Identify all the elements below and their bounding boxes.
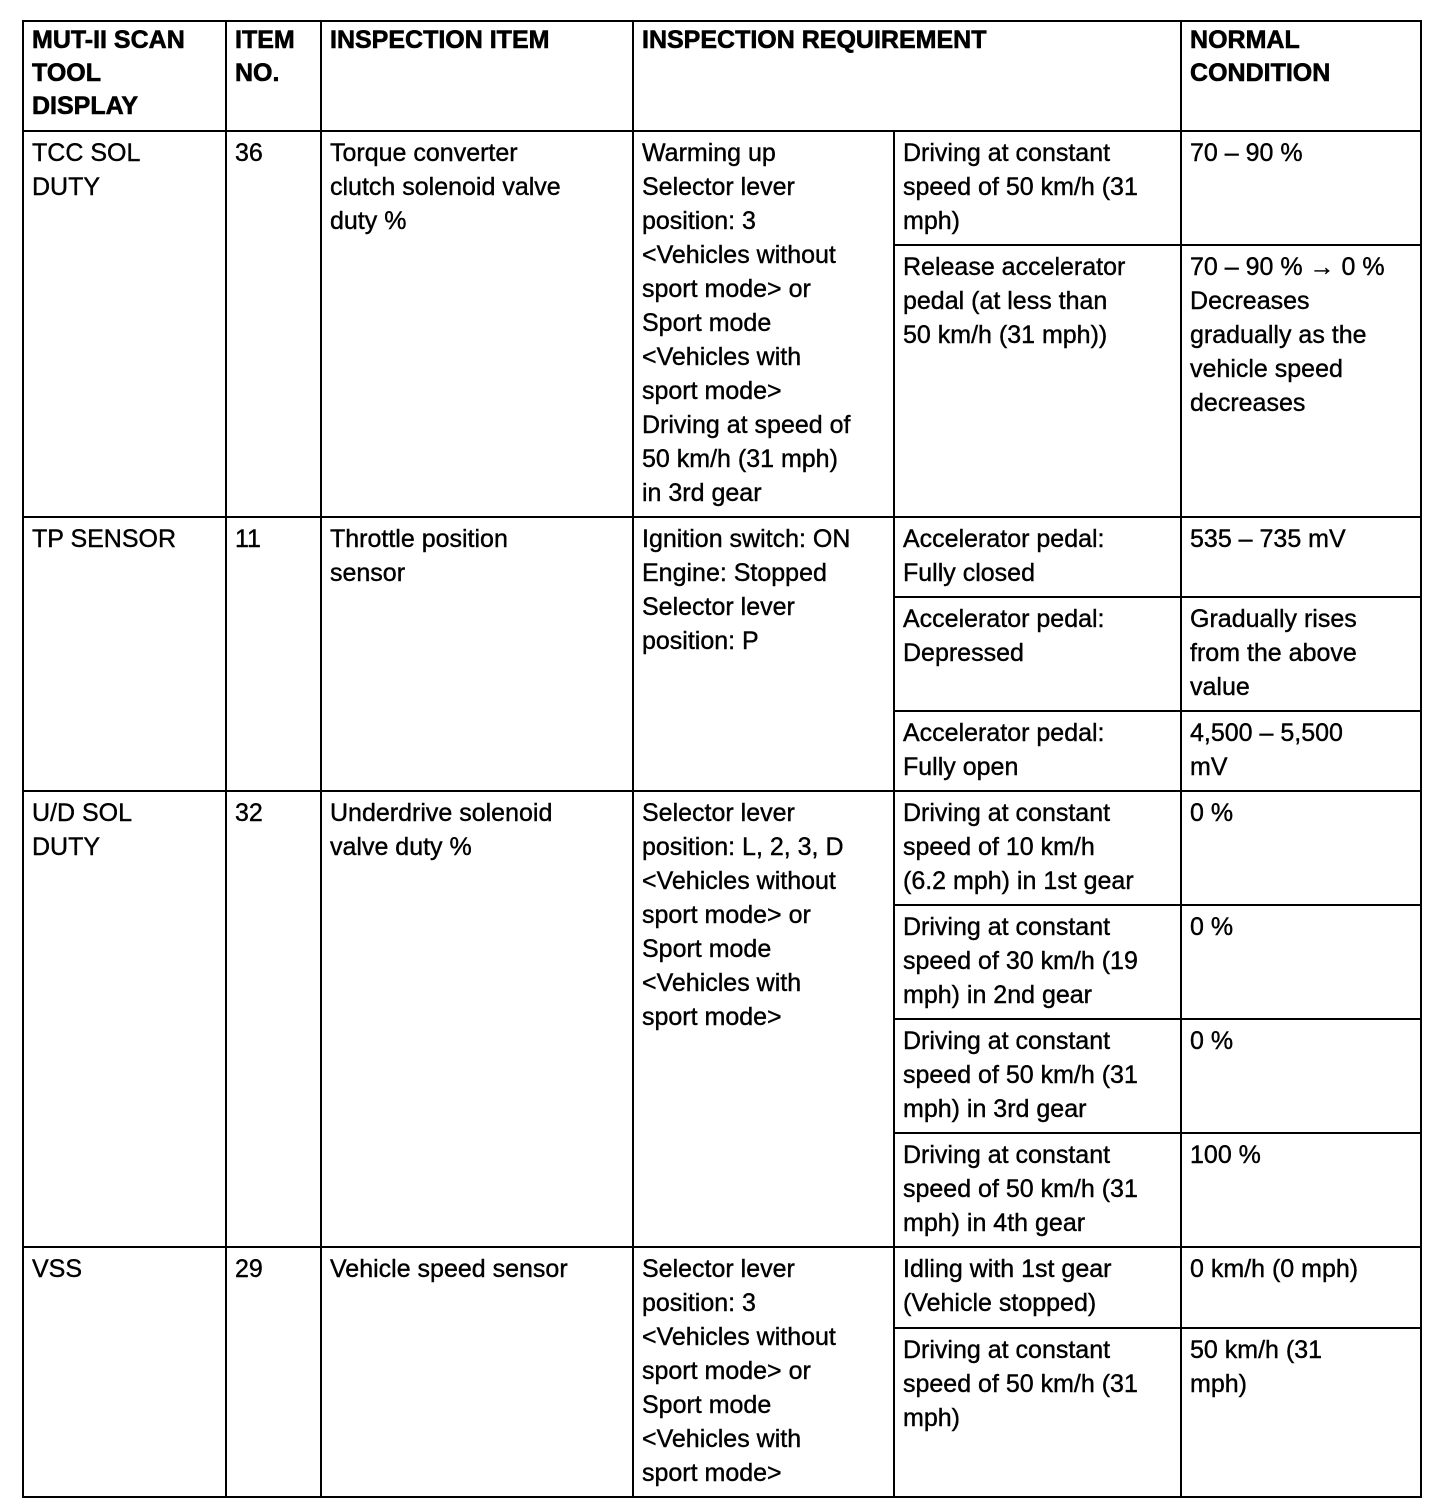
inspection-requirement-cell	[633, 791, 894, 1247]
normal-condition-cell	[1181, 711, 1421, 791]
normal-condition-cell-line: gradually as the	[1190, 321, 1367, 349]
normal-condition-cell	[1181, 597, 1421, 711]
scan-tool-display-cell	[23, 1247, 226, 1497]
table-row	[23, 791, 1421, 905]
requirement-condition-cell-line: speed of 10 km/h	[903, 833, 1095, 861]
inspection-requirement-cell-line: sport mode> or	[642, 1357, 811, 1385]
inspection-item-cell-line: Throttle position	[330, 525, 508, 553]
inspection-requirement-cell-line: sport mode>	[642, 377, 782, 405]
requirement-condition-cell-line: Idling with 1st gear	[903, 1255, 1112, 1283]
normal-condition-cell	[1181, 1328, 1421, 1497]
header-display: MUT-II SCAN TOOL DISPLAY	[23, 21, 226, 131]
inspection-requirement-cell-line: position: 3	[642, 207, 756, 235]
table-row	[23, 131, 1421, 245]
inspection-requirement-cell-line: Driving at speed of	[642, 411, 851, 439]
inspection-item-cell-line: sensor	[330, 559, 406, 587]
inspection-requirement-cell-line: Selector lever	[642, 593, 795, 621]
inspection-requirement-cell-line: Engine: Stopped	[642, 559, 827, 587]
inspection-requirement-cell-line: Sport mode	[642, 1391, 772, 1419]
inspection-item-cell-line: clutch solenoid valve	[330, 173, 561, 201]
normal-condition-cell	[1181, 1019, 1421, 1133]
inspection-requirement-cell-line: <Vehicles with	[642, 1425, 802, 1453]
header-normal-condition: NORMAL CONDITION	[1181, 21, 1421, 131]
normal-condition-cell	[1181, 1247, 1421, 1328]
normal-condition-cell-line: from the above	[1190, 639, 1357, 667]
inspection-requirement-cell-line: Selector lever	[642, 173, 795, 201]
inspection-item-cell-line: valve duty %	[330, 833, 472, 861]
inspection-requirement-cell-line: sport mode>	[642, 1003, 782, 1031]
inspection-requirement-cell-line: <Vehicles without	[642, 1323, 836, 1351]
requirement-condition-cell	[894, 711, 1181, 791]
inspection-requirement-cell-line: Selector lever	[642, 799, 795, 827]
scan-tool-display-cell-line: VSS	[32, 1255, 83, 1283]
requirement-condition-cell	[894, 1247, 1181, 1328]
requirement-condition-cell	[894, 245, 1181, 517]
inspection-requirement-cell-line: Selector lever	[642, 1255, 795, 1283]
normal-condition-cell-line: 50 km/h (31	[1190, 1335, 1323, 1364]
normal-condition-cell-line: 0 km/h (0 mph)	[1190, 1255, 1359, 1283]
inspection-requirement-cell-line: Ignition switch: ON	[642, 525, 851, 553]
inspection-requirement-cell-line: sport mode> or	[642, 275, 811, 303]
inspection-item-cell-line: Vehicle speed sensor	[330, 1255, 568, 1283]
scan-tool-display-cell	[23, 791, 226, 1247]
requirement-condition-cell-line: speed of 30 km/h (19	[903, 947, 1138, 975]
inspection-requirement-cell-line: in 3rd gear	[642, 479, 762, 507]
normal-condition-cell-line: mV	[1190, 753, 1228, 781]
requirement-condition-cell	[894, 791, 1181, 905]
normal-condition-cell-line: 70 – 90 % → 0 %	[1190, 253, 1385, 281]
normal-condition-cell-line: 535 – 735 mV	[1190, 525, 1346, 553]
inspection-requirement-cell-line: Warming up	[642, 139, 776, 167]
inspection-table	[22, 20, 1422, 1498]
inspection-requirement-cell	[633, 517, 894, 791]
requirement-condition-cell-line: Driving at constant	[903, 1027, 1111, 1055]
scan-tool-display-cell-line: TCC SOL	[32, 139, 141, 167]
normal-condition-cell-line: 0 %	[1190, 913, 1234, 941]
inspection-requirement-cell-line: <Vehicles without	[642, 867, 836, 895]
requirement-condition-cell-line: (6.2 mph) in 1st gear	[903, 867, 1134, 895]
requirement-condition-cell-line: pedal (at less than	[903, 287, 1108, 315]
requirement-condition-cell-line: speed of 50 km/h (31	[903, 1175, 1138, 1203]
requirement-condition-cell-line: Driving at constant	[903, 799, 1111, 827]
inspection-requirement-cell-line: 50 km/h (31 mph)	[642, 445, 838, 473]
requirement-condition-cell-line: 50 km/h (31 mph))	[903, 321, 1108, 349]
requirement-condition-cell-line: Accelerator pedal:	[903, 525, 1105, 553]
requirement-condition-cell-line: Fully closed	[903, 559, 1035, 587]
inspection-requirement-cell-line: sport mode> or	[642, 901, 811, 929]
requirement-condition-cell-line: mph)	[903, 207, 960, 235]
scan-tool-display-cell	[23, 517, 226, 791]
inspection-requirement-cell-line: position: 3	[642, 1289, 756, 1317]
requirement-condition-cell-line: Depressed	[903, 639, 1024, 667]
inspection-requirement-cell-line: position: P	[642, 627, 759, 655]
normal-condition-cell-line: 0 %	[1190, 799, 1234, 827]
header-inspection-requirement: INSPECTION REQUIREMENT	[633, 21, 1181, 131]
requirement-condition-cell	[894, 131, 1181, 245]
requirement-condition-cell-line: mph) in 2nd gear	[903, 981, 1093, 1009]
requirement-condition-cell	[894, 517, 1181, 597]
normal-condition-cell-line: Decreases	[1190, 287, 1310, 315]
requirement-condition-cell-line: Fully open	[903, 753, 1019, 781]
inspection-requirement-cell-line: <Vehicles without	[642, 241, 836, 269]
inspection-item-cell	[321, 1247, 633, 1497]
scan-tool-display-cell-line: DUTY	[32, 173, 101, 201]
inspection-item-cell	[321, 517, 633, 791]
normal-condition-cell-line: 70 – 90 %	[1190, 139, 1303, 167]
inspection-item-cell-line: Underdrive solenoid	[330, 799, 553, 827]
table-row	[23, 517, 1421, 597]
scan-tool-display-cell-line: U/D SOL	[32, 799, 133, 827]
inspection-requirement-cell-line: position: L, 2, 3, D	[642, 833, 844, 861]
requirement-condition-cell	[894, 1328, 1181, 1497]
normal-condition-cell	[1181, 517, 1421, 597]
inspection-item-cell-line: Torque converter	[330, 139, 518, 167]
inspection-requirement-cell-line: Sport mode	[642, 935, 772, 963]
requirement-condition-cell-line: Accelerator pedal:	[903, 605, 1105, 633]
requirement-condition-cell	[894, 597, 1181, 711]
normal-condition-cell-line: 4,500 – 5,500	[1190, 719, 1343, 747]
inspection-requirement-cell-line: <Vehicles with	[642, 343, 802, 371]
requirement-condition-cell	[894, 1019, 1181, 1133]
inspection-requirement-cell-line: sport mode>	[642, 1459, 782, 1487]
normal-condition-cell-line: mph)	[1190, 1369, 1247, 1398]
inspection-item-cell-line: duty %	[330, 207, 407, 235]
item-no-cell: 32	[226, 791, 321, 1247]
inspection-item-cell	[321, 131, 633, 517]
inspection-requirement-cell-line: Sport mode	[642, 309, 772, 337]
requirement-condition-cell-line: (Vehicle stopped)	[903, 1289, 1097, 1317]
requirement-condition-cell-line: mph) in 4th gear	[903, 1209, 1086, 1237]
normal-condition-cell	[1181, 905, 1421, 1019]
scan-tool-display-cell-line: TP SENSOR	[32, 525, 177, 553]
requirement-condition-cell-line: mph)	[903, 1403, 960, 1432]
inspection-requirement-cell	[633, 1247, 894, 1497]
header-row	[23, 21, 1421, 131]
inspection-requirement-cell-line: <Vehicles with	[642, 969, 802, 997]
item-no-cell: 11	[226, 517, 321, 791]
requirement-condition-cell	[894, 905, 1181, 1019]
requirement-condition-cell-line: Release accelerator	[903, 253, 1126, 281]
requirement-condition-cell-line: mph) in 3rd gear	[903, 1095, 1087, 1123]
item-no-cell: 36	[226, 131, 321, 517]
requirement-condition-cell-line: speed of 50 km/h (31	[903, 1369, 1138, 1398]
requirement-condition-cell-line: speed of 50 km/h (31	[903, 173, 1138, 201]
scan-tool-display-cell-line: DUTY	[32, 833, 101, 861]
inspection-item-cell	[321, 791, 633, 1247]
table-row	[23, 1247, 1421, 1328]
normal-condition-cell-line: decreases	[1190, 389, 1306, 417]
inspection-requirement-cell	[633, 131, 894, 517]
normal-condition-cell	[1181, 1133, 1421, 1247]
normal-condition-cell	[1181, 245, 1421, 517]
normal-condition-cell-line: Gradually rises	[1190, 605, 1357, 633]
requirement-condition-cell-line: Driving at constant	[903, 1335, 1111, 1364]
requirement-condition-cell-line: Driving at constant	[903, 139, 1111, 167]
normal-condition-cell	[1181, 791, 1421, 905]
header-inspection-item: INSPECTION ITEM	[321, 21, 633, 131]
normal-condition-cell	[1181, 131, 1421, 245]
normal-condition-cell-line: vehicle speed	[1190, 355, 1343, 383]
normal-condition-cell-line: 0 %	[1190, 1027, 1234, 1055]
requirement-condition-cell-line: Driving at constant	[903, 913, 1111, 941]
normal-condition-cell-line: 100 %	[1190, 1141, 1261, 1169]
requirement-condition-cell-line: Driving at constant	[903, 1141, 1111, 1169]
requirement-condition-cell-line: speed of 50 km/h (31	[903, 1061, 1138, 1089]
header-item-no: ITEM NO.	[226, 21, 321, 131]
normal-condition-cell-line: value	[1190, 673, 1250, 701]
requirement-condition-cell	[894, 1133, 1181, 1247]
item-no-cell: 29	[226, 1247, 321, 1497]
scan-tool-display-cell	[23, 131, 226, 517]
requirement-condition-cell-line: Accelerator pedal:	[903, 719, 1105, 747]
